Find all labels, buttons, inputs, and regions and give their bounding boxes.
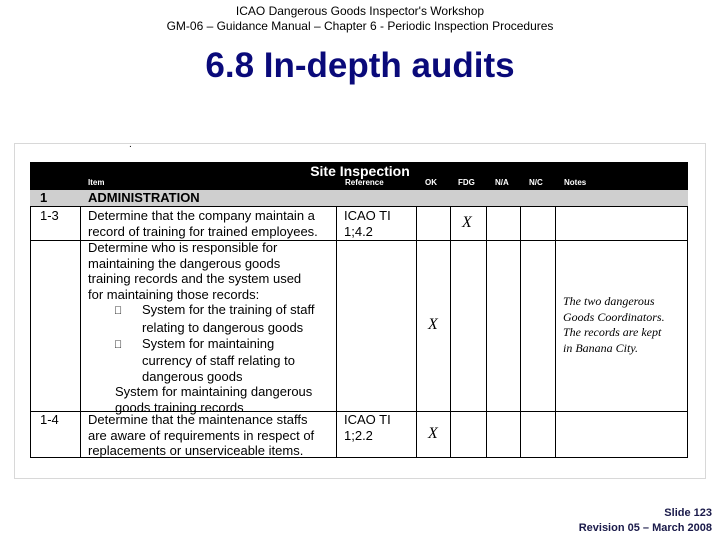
revision-label: Revision 05 – March 2008: [578, 522, 712, 534]
slide-number: Slide 123: [664, 507, 712, 519]
column-header-notes: Notes: [564, 178, 587, 187]
reference-line: 1;4.2: [344, 223, 373, 239]
item-line: maintaining the dangerous goods: [88, 255, 281, 271]
item-line: record of training for trained employees.: [88, 223, 318, 239]
column-divider: [336, 206, 337, 458]
column-header-item: Item: [88, 178, 105, 187]
row-id: 1-4: [40, 412, 59, 427]
column-divider: [687, 206, 688, 458]
ok-mark: X: [428, 316, 438, 333]
reference-text: [344, 412, 391, 443]
manual-subtitle: GM-06 – Guidance Manual – Chapter 6 - Periodic Inspection Procedures: [166, 19, 554, 33]
item-line: Determine who is responsible for: [88, 240, 278, 255]
column-divider: [450, 206, 451, 458]
item-line: training records and the system used: [88, 271, 302, 287]
workshop-title: ICAO Dangerous Goods Inspector's Workshop: [235, 4, 485, 18]
note-line: in Banana City.: [563, 340, 638, 355]
item-line: System for maintaining dangerous: [115, 380, 313, 396]
section-label: ADMINISTRATION: [88, 190, 200, 205]
column-header-reference: Reference: [345, 178, 384, 187]
bullet-item: [88, 302, 333, 320]
reference-line: ICAO TI: [344, 208, 391, 223]
column-header-na: N/A: [495, 178, 509, 187]
column-divider: [30, 206, 31, 458]
section-number: 1: [40, 190, 48, 205]
column-divider: [80, 206, 81, 458]
item-text: [88, 240, 333, 416]
column-divider: [416, 206, 417, 458]
reference-line: 1;2.2: [344, 427, 373, 443]
note-line: The two dangerous: [563, 294, 655, 308]
section-row: [30, 190, 688, 206]
notes-text: [563, 294, 685, 356]
item-text: [88, 412, 333, 459]
ok-mark: X: [428, 425, 438, 442]
stray-mark: .: [129, 139, 132, 150]
bullet-glyph-icon: [114, 338, 142, 354]
fdg-mark: X: [462, 214, 472, 231]
bullet-line: System for maintaining: [142, 333, 275, 349]
item-line: are aware of requirements in respect of: [88, 427, 315, 443]
bullet-line: currency of staff relating to: [142, 349, 295, 365]
column-divider: [486, 206, 487, 458]
column-header-ok: OK: [425, 178, 437, 187]
bullet-line: dangerous goods: [142, 364, 243, 380]
slide-title: 6.8 In-depth audits: [205, 46, 515, 85]
item-line: Determine that the maintenance staffs: [88, 412, 308, 427]
reference-line: ICAO TI: [344, 412, 391, 427]
note-line: The records are kept: [563, 325, 662, 339]
column-divider: [520, 206, 521, 458]
column-header-fdg: FDG: [458, 178, 475, 187]
item-line: for maintaining those records:: [88, 286, 260, 302]
reference-text: [344, 208, 391, 239]
bullet-line: relating to dangerous goods: [142, 317, 304, 333]
note-line: Goods Coordinators.: [563, 309, 665, 324]
inspection-table: [30, 206, 688, 458]
item-line: replacements or unserviceable items.: [88, 443, 304, 459]
item-line: Determine that the company maintain a: [88, 208, 315, 223]
bullet-glyph-icon: [114, 304, 142, 320]
banner-title: Site Inspection: [310, 163, 410, 179]
column-header-nc: N/C: [529, 178, 543, 187]
item-line: goods training records: [115, 395, 244, 411]
row-divider: [30, 206, 688, 207]
bullet-line: System for the training of staff: [142, 302, 315, 318]
site-inspection-banner: [30, 162, 688, 190]
row-id: 1-3: [40, 208, 59, 223]
column-divider: [555, 206, 556, 458]
bullet-item: [88, 333, 333, 354]
item-text: [88, 208, 333, 239]
